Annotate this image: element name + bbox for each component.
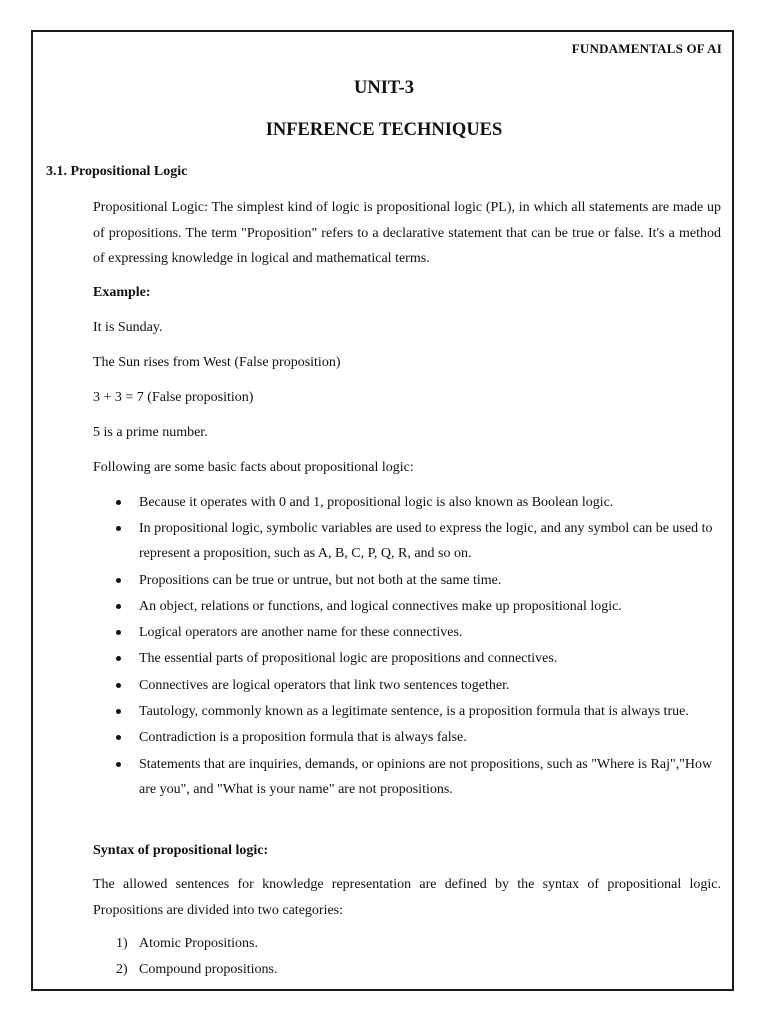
fact-text: Logical operators are another name for these connectives. [139,625,463,641]
list-item [93,646,721,671]
list-item [93,594,721,619]
fact-text: Contradiction is a proposition formula that is always false. [139,730,467,746]
fact-text: In propositional logic, symbolic variables are used to express the logic, and any symbol can be used to represent a proposition, such as A, B, C, P, Q, R, and so on. [139,521,713,562]
bullet-icon [116,735,121,740]
bullet-icon [116,656,121,661]
list-item [93,699,721,724]
fact-text: The essential parts of propositional logic are propositions and connectives. [139,651,558,667]
bullet-icon [116,500,121,505]
list-item [93,516,721,566]
fact-text: Connectives are logical operators that link two sentences together. [139,677,510,693]
fact-text: Propositions can be true or untrue, but not both at the same time. [139,572,502,588]
running-header: FUNDAMENTALS OF AI [571,41,722,56]
categories-list [93,931,721,983]
bullet-icon [116,709,121,714]
bullet-icon [116,762,121,767]
list-item [93,673,721,698]
unit-title: UNIT-3 [354,78,414,98]
facts-list [93,490,721,803]
list-item [93,725,721,750]
syntax-heading: Syntax of propositional logic: [93,843,269,858]
list-item [93,752,721,802]
list-item [93,931,721,956]
example-line: 5 is a prime number. [93,425,208,440]
list-item [93,620,721,645]
list-item [93,957,721,982]
bullet-icon [116,526,121,531]
fact-text: An object, relations or functions, and logical connectives make up propositional logic. [139,598,622,614]
syntax-paragraph: The allowed sentences for knowledge representation are defined by the syntax of propositional logic. Propositions are divided into two categories: [93,877,721,918]
item-number: 2) [116,962,128,977]
bullet-icon [116,683,121,688]
item-number: 1) [116,936,128,951]
example-line: The Sun rises from West (False proposition) [93,355,341,370]
bullet-icon [116,578,121,583]
chapter-title: INFERENCE TECHNIQUES [265,120,503,140]
category-label: Compound propositions. [139,962,278,977]
category-label: Atomic Propositions. [139,936,259,951]
intro-paragraph: Propositional Logic: The simplest kind of logic is propositional logic (PL), in which all statements are made up of propositions. The term "Proposition" refers to a declarative statement that can be true or false. It's a method of expressing knowledge in logical and mathematical terms. [93,200,721,266]
example-line: It is Sunday. [93,320,163,335]
example-label: Example: [93,285,151,300]
fact-text: Statements that are inquiries, demands, or opinions are not propositions, such as "Where is Raj","How are you", and "What is your name" are not propositions. [139,756,713,797]
bullet-icon [116,630,121,635]
section-heading: 3.1. Propositional Logic [46,164,188,179]
fact-text: Because it operates with 0 and 1, propositional logic is also known as Boolean logic. [139,495,614,510]
fact-text: Tautology, commonly known as a legitimate sentence, is a proposition formula that is always true. [139,704,689,720]
example-line: 3 + 3 = 7 (False proposition) [93,390,254,405]
list-item [93,568,721,593]
list-item [93,490,721,515]
bullet-icon [116,604,121,609]
facts-intro: Following are some basic facts about propositional logic: [93,460,414,475]
